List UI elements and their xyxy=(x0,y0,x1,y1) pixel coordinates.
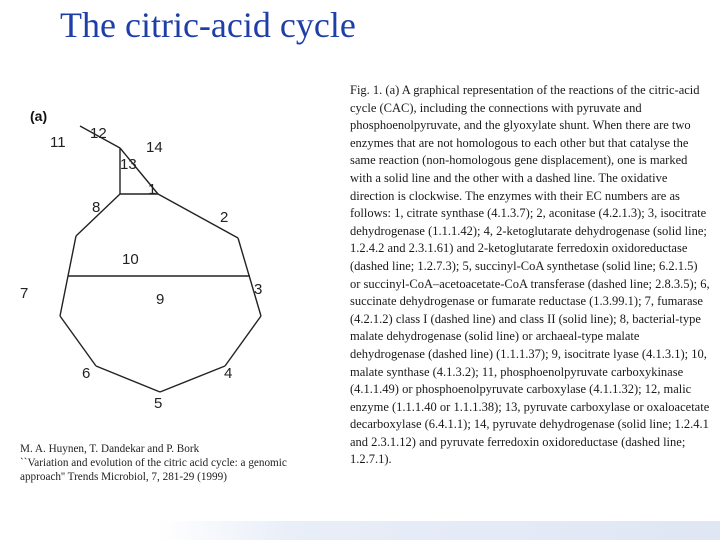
node-label-5: 5 xyxy=(154,395,163,412)
edge-3-4 xyxy=(225,316,261,366)
node-label-10: 10 xyxy=(122,251,139,268)
cycle-diagram-svg xyxy=(20,96,320,426)
node-label-8: 8 xyxy=(92,199,101,216)
node-label-6: 6 xyxy=(82,365,91,382)
node-label-2: 2 xyxy=(220,209,229,226)
node-label-1: 1 xyxy=(148,181,157,198)
edge-6-7 xyxy=(60,316,96,366)
node-label-13: 13 xyxy=(120,156,137,173)
edge-2-3 xyxy=(238,238,261,316)
citation-text: ``Variation and evolution of the citric acid cycle: a genomic approach'' Trends Microbiol, 7, 281-29 (1999) xyxy=(20,457,287,483)
node-label-11: 11 xyxy=(50,134,66,151)
panel-label: (a) xyxy=(30,108,48,124)
node-label-12: 12 xyxy=(90,125,107,142)
node-label-7: 7 xyxy=(20,285,29,302)
edge-4-5 xyxy=(160,366,225,392)
node-label-3: 3 xyxy=(254,281,263,298)
node-label-4: 4 xyxy=(224,365,233,382)
edge-5-6 xyxy=(96,366,160,392)
citation-authors: M. A. Huynen, T. Dandekar and P. Bork xyxy=(20,443,200,455)
slide-title: The citric-acid cycle xyxy=(60,5,356,45)
cycle-edges xyxy=(60,126,261,392)
citation xyxy=(20,442,320,484)
cycle-diagram xyxy=(20,96,320,426)
figure-caption: Fig. 1. (a) A graphical representation of the reactions of the citric-acid cycle (CAC), including the connections with pyruvate and phosphoenolpyruvate, and the glyoxylate shunt. When there are two enzymes that are not homologous to each other but that catalyse the same reaction (non-homologous gene displacement), one is marked with a solid line and the other with a dashed line. The oxidative direction is clockwise. The enzymes with their EC numbers are as follows: 1, citrate synthase (4.1.3.7); 2, aconitase (4.2.1.3); 3, isocitrate dehydrogenase (1.1.1.42); 4, 2-ketoglutarate dehydrogenase (solid line; 1.2.4.2 and 2.3.1.61) and 2-ketoglutarate ferredoxin oxidoreductase (dashed line; 1.2.7.3); 5, succinyl-CoA synthetase (solid line; 6.2.1.5) or succinyl-CoA–acetoacetate-CoA transferase (dashed line; 2.8.3.5); 6, succinate dehydrogenase or fumarate reductase (1.3.99.1); 7, fumarase (4.2.1.2) class I (dashed line) and class II (solid line); 8, bacterial-type malate dehydrogenase (solid line) or archaeal-type malate dehydrogenase (dashed line) (1.1.1.37); 9, isocitrate lyase (4.1.3.1); 10, malate synthase (4.1.3.2); 11, phosphoenolpyruvate carboxykinase (4.1.1.49) or phosphoenolpyruvate carboxylase (4.1.1.32); 12, malic enzyme (1.1.1.40 or 1.1.1.38); 13, pyruvate carboxylase or oxaloacetate decarboxylase (6.4.1.1); 14, pyruvate dehydrogenase (solid line; 1.2.4.1 and 2.3.1.12) and pyruvate ferredoxin oxidoreductase (dashed line; 1.2.7.1). xyxy=(350,83,710,467)
node-label-14: 14 xyxy=(146,139,163,156)
footer-band xyxy=(0,521,720,540)
node-label-9: 9 xyxy=(156,291,165,308)
